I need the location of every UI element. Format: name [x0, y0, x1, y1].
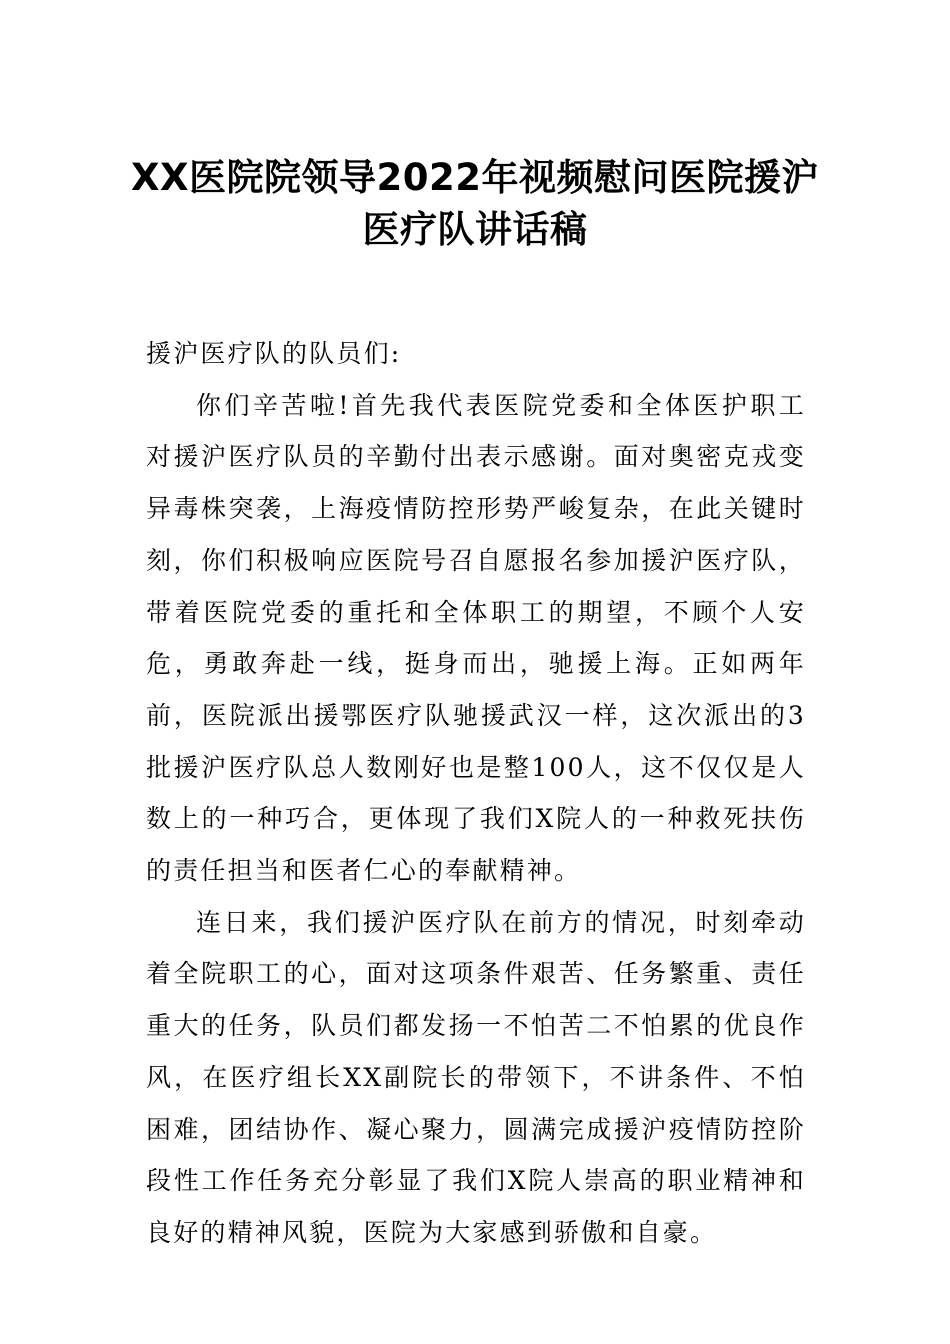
paragraph-1: 你们辛苦啦!首先我代表医院党委和全体医护职工对援沪医疗队员的辛勤付出表示感谢。面对奥密克戎变异毒株突袭，上海疫情防控形势严峻复杂，在此关键时刻，你们积极响应医院号召自愿报名参加援沪医疗队，带着医院党委的重托和全体职工的期望，不顾个人安危，勇敢奔赴一线，挺身而出，驰援上海。正如两年前，医院派出援鄂医疗队驰援武汉一样，这次派出的3批援沪医疗队总人数刚好也是整100人，这不仅仅是人数上的一种巧合，更体现了我们X院人的一种救死扶伤的责任担当和医者仁心的奉献精神。 — [146, 390, 806, 886]
document-body — [146, 328, 806, 1259]
salutation: 援沪医疗队的队员们: — [146, 339, 402, 368]
document-title: XX医院院领导2022年视频慰问医院援沪医疗队讲话稿 — [130, 156, 820, 251]
paragraph-2: 连日来，我们援沪医疗队在前方的情况，时刻牵动着全院职工的心，面对这项条件艰苦、任务繁重、责任重大的任务，队员们都发扬一不怕苦二不怕累的优良作风，在医疗组长XX副院长的带领下，不讲条件、不怕困难，团结协作、凝心聚力，圆满完成援沪疫情防控阶段性工作任务充分彰显了我们X院人崇高的职业精神和良好的精神风貌，医院为大家感到骄傲和自豪。 — [146, 907, 806, 1247]
